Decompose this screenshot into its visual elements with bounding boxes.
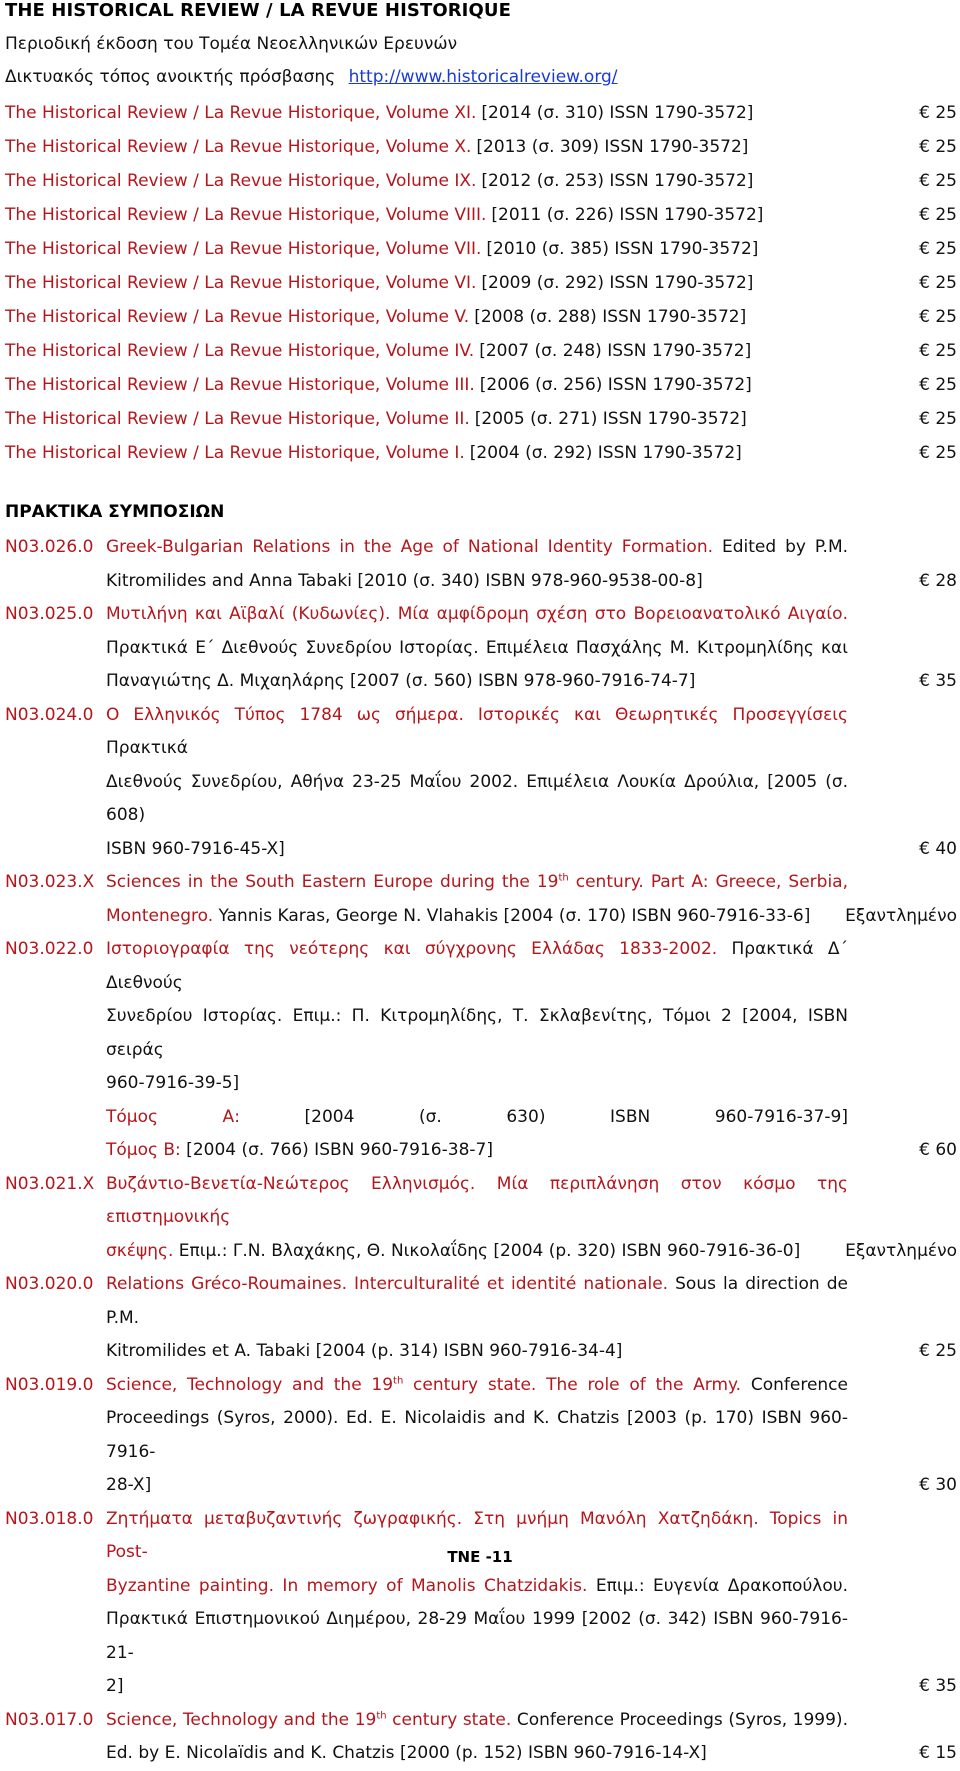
catalog-title-text: Ζητήματα μεταβυζαντινής ζωγραφικής. Στη μνήμη Μανόλη Χατζηδάκη. Topics in Post- <box>106 1508 848 1562</box>
volume-title: The Historical Review / La Revue Historique, Volume I. <box>5 443 465 463</box>
catalog-title-text: century state. <box>386 1709 512 1730</box>
catalog-line <box>106 933 848 1000</box>
catalog-detail-text: Πρακτικά Δ΄ Διεθνούς <box>106 939 848 993</box>
catalog-title-text: Relations Gréco-Roumaines. Interculturalité et identité nationale. <box>106 1274 669 1294</box>
catalog-entry <box>5 1168 957 1269</box>
catalog-entry <box>5 1704 957 1771</box>
catalog-description <box>106 1268 848 1369</box>
volume-title: The Historical Review / La Revue Historique, Volume IV. <box>5 341 475 361</box>
catalog-price: € 40 <box>919 838 957 859</box>
volume-price: € 25 <box>919 205 957 225</box>
catalog-code: N03.017.0 <box>5 1709 94 1730</box>
website-line <box>5 67 618 87</box>
page-title: THE HISTORICAL REVIEW / LA REVUE HISTORIQUE <box>5 0 511 21</box>
catalog-entry <box>5 531 957 598</box>
catalog-line <box>106 866 848 900</box>
catalog-entry <box>5 1268 957 1369</box>
volume-price: € 25 <box>919 239 957 259</box>
volume-price: € 25 <box>919 409 957 429</box>
catalog-description <box>106 866 848 933</box>
catalog-detail-text: Επιμ.: Γ.Ν. Βλαχάκης, Θ. Νικολαΐδης [2004 (p. 320) ISBN 960-7916-36-0] <box>173 1240 801 1261</box>
catalog-line <box>106 1235 848 1269</box>
volume-row <box>5 402 957 436</box>
catalog-line <box>106 598 848 632</box>
volume-row <box>5 164 957 198</box>
catalog-entry <box>5 1503 957 1704</box>
catalog-detail-text: Ed. by E. Nicolaïdis and K. Chatzis [2000 (p. 152) ISBN 960-7916-14-X] <box>106 1743 707 1763</box>
volume-price: € 25 <box>919 341 957 361</box>
catalog-detail-text: Conference Proceedings (Syros, 1999). <box>511 1709 848 1730</box>
volume-title: The Historical Review / La Revue Historique, Volume VII. <box>5 239 482 259</box>
catalog-description <box>106 699 848 867</box>
catalog-line <box>106 632 848 666</box>
catalog-title-text: th <box>376 1709 387 1721</box>
catalog-title-text: Greek-Bulgarian Relations in the Age of National Identity Formation. <box>106 537 714 557</box>
catalog-detail-text: [2004 (σ. 766) ISBN 960-7916-38-7] <box>180 1140 493 1160</box>
volume-details: [2009 (σ. 292) ISSN 1790-3572] <box>481 273 754 293</box>
volume-price: € 25 <box>919 103 957 123</box>
volume-title: The Historical Review / La Revue Historique, Volume II. <box>5 409 470 429</box>
catalog-detail-text: Yannis Karas, George N. Vlahakis [2004 (σ. 170) ISBN 960-7916-33-6] <box>213 905 811 926</box>
catalog-detail-text: Edited by P.M. <box>713 537 849 557</box>
catalog-line <box>106 565 848 599</box>
volume-details: [2006 (σ. 256) ISSN 1790-3572] <box>479 375 752 395</box>
volume-price: € 25 <box>919 171 957 191</box>
catalog-detail-text: Sous la direction de P.M. <box>106 1274 848 1328</box>
catalog-detail-text: Πρακτικά Ε΄ Διεθνούς Συνεδρίου Ιστορίας. Επιμέλεια Πασχάλης Μ. Κιτρομηλίδης και <box>106 637 848 658</box>
catalog-line <box>106 1737 848 1771</box>
catalog-line <box>106 1101 848 1135</box>
volume-details: [2010 (σ. 385) ISSN 1790-3572] <box>486 239 759 259</box>
catalog-line <box>106 1570 848 1604</box>
catalog-title-text: σκέψης. <box>106 1240 174 1261</box>
catalog-code: N03.026.0 <box>5 537 94 557</box>
catalog-description <box>106 1369 848 1503</box>
volume-row <box>5 334 957 368</box>
catalog-price: € 35 <box>919 1676 957 1696</box>
volume-row <box>5 368 957 402</box>
catalog-detail-text: Πρακτικά <box>106 738 189 758</box>
catalog-title-text: Τόμος Β: <box>106 1140 181 1160</box>
volume-row <box>5 96 957 130</box>
catalog-detail-text: Διεθνούς Συνεδρίου, Αθήνα 23-25 Μαΐου 2002. Επιμέλεια Λουκία Δρούλια, [2005 (σ. 608) <box>106 771 848 825</box>
catalog-code: N03.021.X <box>5 1173 95 1194</box>
catalog-title-text: Sciences in the South Eastern Europe during the 19 <box>106 872 559 892</box>
volume-row <box>5 436 957 470</box>
catalog-code: N03.022.0 <box>5 939 94 959</box>
catalog-title-text: Τόμος Α: <box>106 1106 240 1127</box>
catalog-line <box>106 1168 848 1235</box>
catalog-line <box>106 1469 848 1503</box>
catalog-code: N03.018.0 <box>5 1508 94 1529</box>
catalog-entry <box>5 1369 957 1503</box>
catalog-title-text: th <box>558 872 569 884</box>
catalog-line <box>106 1670 848 1704</box>
catalog-description <box>106 1704 848 1771</box>
section-title: ΠΡΑΚΤΙΚΑ ΣΥΜΠΟΣΙΩΝ <box>5 502 225 522</box>
catalog-line <box>106 833 848 867</box>
volume-details: [2014 (σ. 310) ISSN 1790-3572] <box>481 103 754 123</box>
page-footer: TNE -11 <box>447 1548 513 1566</box>
volume-details: [2004 (σ. 292) ISSN 1790-3572] <box>469 443 742 463</box>
catalog-code: N03.019.0 <box>5 1374 94 1395</box>
volume-title: The Historical Review / La Revue Historique, Volume III. <box>5 375 475 395</box>
volume-details: [2005 (σ. 271) ISSN 1790-3572] <box>474 409 747 429</box>
catalog-detail-text: Συνεδρίου Ιστορίας. Επιμ.: Π. Κιτρομηλίδης, Τ. Σκλαβενίτης, Τόμοι 2 [2004, ISBN σειράς <box>106 1006 848 1060</box>
catalog-detail-text: 2] <box>106 1676 124 1696</box>
catalog-line <box>106 766 848 833</box>
volume-row <box>5 266 957 300</box>
catalog-line <box>106 699 848 766</box>
catalog-detail-text: [2004 (σ. 630) ISBN 960-7916-37-9] <box>239 1106 848 1127</box>
catalog-description <box>106 1503 848 1704</box>
catalog-price: Εξαντλημένο <box>845 905 957 926</box>
catalog-line <box>106 1603 848 1670</box>
volume-row <box>5 300 957 334</box>
catalog-entry <box>5 699 957 867</box>
catalog-detail-text: Παναγιώτης Δ. Μιχαηλάρης [2007 (σ. 560) ISBN 978-960-7916-74-7] <box>106 671 696 691</box>
catalog-title-text: Byzantine painting. In memory of Manolis Chatzidakis. <box>106 1575 588 1596</box>
catalog-code: N03.023.X <box>5 872 95 892</box>
volume-price: € 25 <box>919 273 957 293</box>
catalog-title-text: Montenegro. <box>106 905 214 926</box>
volume-price: € 25 <box>919 375 957 395</box>
volume-details: [2013 (σ. 309) ISSN 1790-3572] <box>476 137 749 157</box>
volume-row <box>5 232 957 266</box>
catalog-line <box>106 1268 848 1335</box>
page-subtitle: Περιοδική έκδοση του Τομέα Νεοελληνικών Ερευνών <box>5 34 458 54</box>
catalog-title-text: th <box>393 1374 404 1386</box>
catalog-entry <box>5 933 957 1168</box>
catalog-description <box>106 598 848 699</box>
catalog-entry <box>5 598 957 699</box>
catalog-title-text: Science, Technology and the 19 <box>106 1709 377 1730</box>
volume-title: The Historical Review / La Revue Historique, Volume V. <box>5 307 470 327</box>
volume-title: The Historical Review / La Revue Historique, Volume XI. <box>5 103 477 123</box>
catalog-detail-text: Conference <box>741 1374 848 1395</box>
volume-details: [2007 (σ. 248) ISSN 1790-3572] <box>479 341 752 361</box>
catalog-line <box>106 1067 848 1101</box>
volume-price: € 25 <box>919 307 957 327</box>
volume-title: The Historical Review / La Revue Historique, Volume VIII. <box>5 205 487 225</box>
catalog-line <box>106 531 848 565</box>
catalog-title-text: Ο Ελληνικός Τύπος 1784 ως σήμερα. Ιστορικές και Θεωρητικές Προσεγγίσεις <box>106 704 848 725</box>
catalog-price: Εξαντλημένο <box>845 1240 957 1261</box>
catalog-detail-text: 28-X] <box>106 1475 152 1495</box>
catalog-detail-text: Proceedings (Syros, 2000). Ed. E. Nicolaidis and K. Chatzis [2003 (p. 170) ISBN 960-7916- <box>106 1408 848 1462</box>
catalog-title-text: Ιστοριογραφία της νεότερης και σύγχρονης Ελλάδας 1833-2002. <box>106 939 718 959</box>
volume-details: [2011 (σ. 226) ISSN 1790-3572] <box>491 205 764 225</box>
catalog-description <box>106 1168 848 1269</box>
catalog-detail-text: ISBN 960-7916-45-X] <box>106 838 285 859</box>
catalog-title-text: century state. The role of the Army. <box>403 1374 742 1395</box>
catalog-detail-text: 960-7916-39-5] <box>106 1073 240 1093</box>
catalog-line <box>106 1704 848 1738</box>
catalog-title-text: Science, Technology and the 19 <box>106 1374 394 1395</box>
volume-row <box>5 198 957 232</box>
volume-price: € 25 <box>919 137 957 157</box>
volume-title: The Historical Review / La Revue Historique, Volume X. <box>5 137 472 157</box>
catalog-line <box>106 665 848 699</box>
catalog-title-text: Βυζάντιο-Βενετία-Νεώτερος Ελληνισμός. Μία περιπλάνηση στον κόσμο της επιστημονικής <box>106 1173 848 1227</box>
website-link[interactable]: http://www.historicalreview.org/ <box>348 67 618 87</box>
catalog-title-text: Μυτιλήνη και Αϊβαλί (Κυδωνίες). Μία αμφίδρομη σχέση στο Βορειοανατολικό Αιγαίο. <box>106 604 848 624</box>
catalog-line <box>106 1134 848 1168</box>
catalog-code: N03.025.0 <box>5 604 94 624</box>
catalog-line <box>106 1000 848 1067</box>
catalog-detail-text: Kitromilides and Anna Tabaki [2010 (σ. 340) ISBN 978-960-9538-00-8] <box>106 570 703 591</box>
catalog-price: € 60 <box>919 1140 957 1160</box>
catalog-line <box>106 1402 848 1469</box>
catalog-line <box>106 900 848 934</box>
volume-list <box>5 96 957 470</box>
catalog-line <box>106 1369 848 1403</box>
catalog-list <box>5 531 957 1771</box>
catalog-detail-text: Πρακτικά Επιστημονικού Διημέρου, 28-29 Μαΐου 1999 [2002 (σ. 342) ISBN 960-7916-21- <box>106 1609 848 1663</box>
catalog-detail-text: Επιμ.: Ευγενία Δρακοπούλου. <box>587 1575 848 1596</box>
catalog-price: € 35 <box>919 671 957 691</box>
catalog-price: € 30 <box>919 1475 957 1495</box>
volume-title: The Historical Review / La Revue Historique, Volume VI. <box>5 273 477 293</box>
catalog-title-text: century. Part A: Greece, Serbia, <box>568 872 848 892</box>
volume-details: [2008 (σ. 288) ISSN 1790-3572] <box>474 307 747 327</box>
catalog-description <box>106 933 848 1168</box>
catalog-entry <box>5 866 957 933</box>
catalog-detail-text: Kitromilides et A. Tabaki [2004 (p. 314) ISBN 960-7916-34-4] <box>106 1341 623 1361</box>
catalog-line <box>106 1335 848 1369</box>
catalog-price: € 15 <box>919 1743 957 1763</box>
catalog-description <box>106 531 848 598</box>
catalog-price: € 25 <box>919 1341 957 1361</box>
volume-price: € 25 <box>919 443 957 463</box>
catalog-code: N03.024.0 <box>5 704 94 725</box>
website-label: Δικτυακός τόπος ανοικτής πρόσβασης <box>5 67 336 87</box>
catalog-price: € 28 <box>919 570 957 591</box>
volume-details: [2012 (σ. 253) ISSN 1790-3572] <box>481 171 754 191</box>
volume-row <box>5 130 957 164</box>
catalog-code: N03.020.0 <box>5 1274 94 1294</box>
volume-title: The Historical Review / La Revue Historique, Volume IX. <box>5 171 477 191</box>
